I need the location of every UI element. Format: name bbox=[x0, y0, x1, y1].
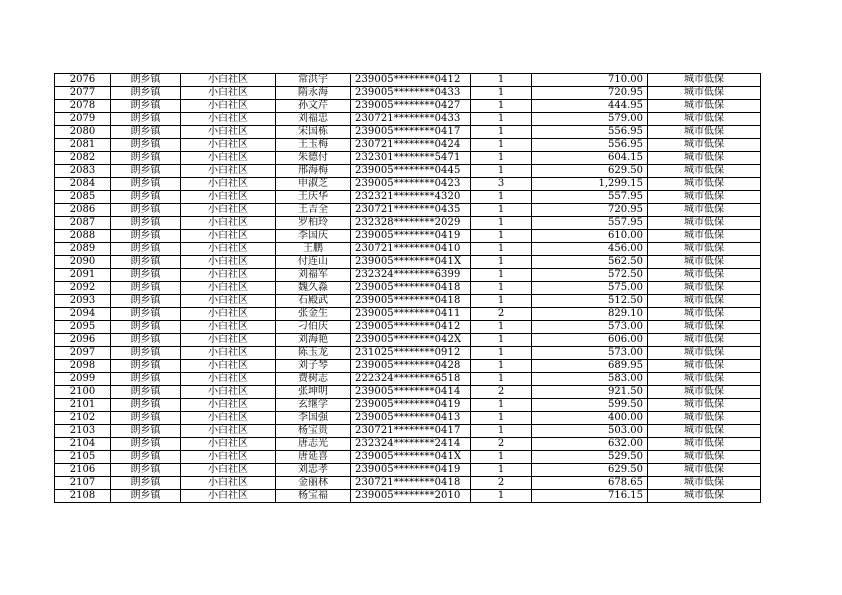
id-number-cell: 230721********0435 bbox=[351, 204, 471, 217]
id-number-cell: 230721********0424 bbox=[351, 139, 471, 152]
amount-cell: 720.95 bbox=[532, 87, 648, 100]
household-count-cell: 1 bbox=[471, 321, 532, 334]
benefit-type-cell: 城市低保 bbox=[648, 308, 761, 321]
community-cell: 小白社区 bbox=[181, 74, 276, 87]
table-row bbox=[55, 490, 761, 503]
amount-cell: 716.15 bbox=[532, 490, 648, 503]
community-cell: 小白社区 bbox=[181, 269, 276, 282]
table-row bbox=[55, 360, 761, 373]
table-row bbox=[55, 152, 761, 165]
table-row bbox=[55, 165, 761, 178]
household-count-cell: 1 bbox=[471, 464, 532, 477]
community-cell: 小白社区 bbox=[181, 243, 276, 256]
town-cell: 朗乡镇 bbox=[111, 165, 181, 178]
id-number-cell: 239005********0412 bbox=[351, 321, 471, 334]
town-cell: 朗乡镇 bbox=[111, 295, 181, 308]
id-number-cell: 239005********041X bbox=[351, 451, 471, 464]
benefit-type-cell: 城市低保 bbox=[648, 178, 761, 191]
town-cell: 朗乡镇 bbox=[111, 490, 181, 503]
community-cell: 小白社区 bbox=[181, 425, 276, 438]
household-count-cell: 1 bbox=[471, 412, 532, 425]
household-count-cell: 1 bbox=[471, 399, 532, 412]
household-count-cell: 1 bbox=[471, 126, 532, 139]
amount-cell: 720.95 bbox=[532, 204, 648, 217]
amount-cell: 710.00 bbox=[532, 74, 648, 87]
id-number-cell: 232324********2414 bbox=[351, 438, 471, 451]
table-row bbox=[55, 386, 761, 399]
row-number-cell: 2103 bbox=[55, 425, 111, 438]
town-cell: 朗乡镇 bbox=[111, 204, 181, 217]
id-number-cell: 239005********0419 bbox=[351, 464, 471, 477]
table-row bbox=[55, 87, 761, 100]
row-number-cell: 2083 bbox=[55, 165, 111, 178]
table-row bbox=[55, 139, 761, 152]
household-count-cell: 2 bbox=[471, 477, 532, 490]
row-number-cell: 2085 bbox=[55, 191, 111, 204]
name-cell: 刘忠孝 bbox=[276, 464, 351, 477]
town-cell: 朗乡镇 bbox=[111, 438, 181, 451]
household-count-cell: 1 bbox=[471, 269, 532, 282]
town-cell: 朗乡镇 bbox=[111, 113, 181, 126]
benefit-type-cell: 城市低保 bbox=[648, 100, 761, 113]
table-row bbox=[55, 412, 761, 425]
id-number-cell: 239005********0433 bbox=[351, 87, 471, 100]
name-cell: 张坤明 bbox=[276, 386, 351, 399]
town-cell: 朗乡镇 bbox=[111, 282, 181, 295]
amount-cell: 604.15 bbox=[532, 152, 648, 165]
table-row bbox=[55, 204, 761, 217]
table-row bbox=[55, 464, 761, 477]
benefit-type-cell: 城市低保 bbox=[648, 113, 761, 126]
amount-cell: 572.50 bbox=[532, 269, 648, 282]
town-cell: 朗乡镇 bbox=[111, 100, 181, 113]
amount-cell: 562.50 bbox=[532, 256, 648, 269]
household-count-cell: 1 bbox=[471, 360, 532, 373]
household-count-cell: 1 bbox=[471, 230, 532, 243]
benefit-type-cell: 城市低保 bbox=[648, 282, 761, 295]
name-cell: 张金生 bbox=[276, 308, 351, 321]
community-cell: 小白社区 bbox=[181, 295, 276, 308]
town-cell: 朗乡镇 bbox=[111, 152, 181, 165]
benefit-type-cell: 城市低保 bbox=[648, 438, 761, 451]
table-row bbox=[55, 282, 761, 295]
household-count-cell: 2 bbox=[471, 438, 532, 451]
household-count-cell: 2 bbox=[471, 386, 532, 399]
town-cell: 朗乡镇 bbox=[111, 321, 181, 334]
community-cell: 小白社区 bbox=[181, 139, 276, 152]
community-cell: 小白社区 bbox=[181, 321, 276, 334]
id-number-cell: 239005********041X bbox=[351, 256, 471, 269]
table-body bbox=[55, 74, 761, 503]
row-number-cell: 2082 bbox=[55, 152, 111, 165]
town-cell: 朗乡镇 bbox=[111, 451, 181, 464]
name-cell: 王鹏 bbox=[276, 243, 351, 256]
id-number-cell: 239005********0414 bbox=[351, 386, 471, 399]
community-cell: 小白社区 bbox=[181, 308, 276, 321]
table-row bbox=[55, 399, 761, 412]
name-cell: 唐志光 bbox=[276, 438, 351, 451]
benefit-type-cell: 城市低保 bbox=[648, 373, 761, 386]
id-number-cell: 239005********0419 bbox=[351, 230, 471, 243]
name-cell: 王玉梅 bbox=[276, 139, 351, 152]
amount-cell: 556.95 bbox=[532, 139, 648, 152]
row-number-cell: 2107 bbox=[55, 477, 111, 490]
name-cell: 王吉全 bbox=[276, 204, 351, 217]
id-number-cell: 232324********6399 bbox=[351, 269, 471, 282]
household-count-cell: 1 bbox=[471, 204, 532, 217]
town-cell: 朗乡镇 bbox=[111, 87, 181, 100]
table-row bbox=[55, 191, 761, 204]
amount-cell: 556.95 bbox=[532, 126, 648, 139]
community-cell: 小白社区 bbox=[181, 490, 276, 503]
id-number-cell: 239005********0418 bbox=[351, 282, 471, 295]
household-count-cell: 1 bbox=[471, 152, 532, 165]
community-cell: 小白社区 bbox=[181, 451, 276, 464]
row-number-cell: 2090 bbox=[55, 256, 111, 269]
id-number-cell: 239005********0423 bbox=[351, 178, 471, 191]
row-number-cell: 2101 bbox=[55, 399, 111, 412]
amount-cell: 529.50 bbox=[532, 451, 648, 464]
amount-cell: 689.95 bbox=[532, 360, 648, 373]
name-cell: 付连山 bbox=[276, 256, 351, 269]
row-number-cell: 2094 bbox=[55, 308, 111, 321]
id-number-cell: 222324********6518 bbox=[351, 373, 471, 386]
id-number-cell: 239005********0418 bbox=[351, 295, 471, 308]
row-number-cell: 2095 bbox=[55, 321, 111, 334]
table-row bbox=[55, 178, 761, 191]
community-cell: 小白社区 bbox=[181, 152, 276, 165]
community-cell: 小白社区 bbox=[181, 217, 276, 230]
table-row bbox=[55, 334, 761, 347]
name-cell: 隋永海 bbox=[276, 87, 351, 100]
amount-cell: 456.00 bbox=[532, 243, 648, 256]
community-cell: 小白社区 bbox=[181, 178, 276, 191]
row-number-cell: 2087 bbox=[55, 217, 111, 230]
household-count-cell: 1 bbox=[471, 282, 532, 295]
row-number-cell: 2092 bbox=[55, 282, 111, 295]
id-number-cell: 239005********0411 bbox=[351, 308, 471, 321]
name-cell: 杨宝贵 bbox=[276, 425, 351, 438]
household-count-cell: 1 bbox=[471, 451, 532, 464]
benefit-type-cell: 城市低保 bbox=[648, 386, 761, 399]
row-number-cell: 2098 bbox=[55, 360, 111, 373]
row-number-cell: 2080 bbox=[55, 126, 111, 139]
table-row bbox=[55, 217, 761, 230]
town-cell: 朗乡镇 bbox=[111, 256, 181, 269]
row-number-cell: 2093 bbox=[55, 295, 111, 308]
community-cell: 小白社区 bbox=[181, 256, 276, 269]
id-number-cell: 239005********2010 bbox=[351, 490, 471, 503]
town-cell: 朗乡镇 bbox=[111, 217, 181, 230]
id-number-cell: 239005********0428 bbox=[351, 360, 471, 373]
amount-cell: 573.00 bbox=[532, 321, 648, 334]
town-cell: 朗乡镇 bbox=[111, 360, 181, 373]
benefit-type-cell: 城市低保 bbox=[648, 477, 761, 490]
benefit-type-cell: 城市低保 bbox=[648, 360, 761, 373]
benefit-type-cell: 城市低保 bbox=[648, 334, 761, 347]
community-cell: 小白社区 bbox=[181, 87, 276, 100]
amount-cell: 629.50 bbox=[532, 165, 648, 178]
row-number-cell: 2108 bbox=[55, 490, 111, 503]
benefit-type-cell: 城市低保 bbox=[648, 451, 761, 464]
id-number-cell: 231025********0912 bbox=[351, 347, 471, 360]
table-row bbox=[55, 308, 761, 321]
id-number-cell: 232321********4320 bbox=[351, 191, 471, 204]
name-cell: 刘子琴 bbox=[276, 360, 351, 373]
row-number-cell: 2081 bbox=[55, 139, 111, 152]
name-cell: 刘海艳 bbox=[276, 334, 351, 347]
household-count-cell: 1 bbox=[471, 295, 532, 308]
name-cell: 杨宝福 bbox=[276, 490, 351, 503]
name-cell: 刘福忠 bbox=[276, 113, 351, 126]
community-cell: 小白社区 bbox=[181, 477, 276, 490]
household-count-cell: 1 bbox=[471, 347, 532, 360]
household-count-cell: 1 bbox=[471, 243, 532, 256]
amount-cell: 573.00 bbox=[532, 347, 648, 360]
town-cell: 朗乡镇 bbox=[111, 139, 181, 152]
table-row bbox=[55, 425, 761, 438]
data-table bbox=[54, 73, 761, 503]
household-count-cell: 1 bbox=[471, 373, 532, 386]
name-cell: 唐延喜 bbox=[276, 451, 351, 464]
household-count-cell: 1 bbox=[471, 334, 532, 347]
benefit-type-cell: 城市低保 bbox=[648, 74, 761, 87]
town-cell: 朗乡镇 bbox=[111, 464, 181, 477]
row-number-cell: 2104 bbox=[55, 438, 111, 451]
benefit-type-cell: 城市低保 bbox=[648, 126, 761, 139]
amount-cell: 610.00 bbox=[532, 230, 648, 243]
town-cell: 朗乡镇 bbox=[111, 243, 181, 256]
town-cell: 朗乡镇 bbox=[111, 477, 181, 490]
community-cell: 小白社区 bbox=[181, 191, 276, 204]
table-row bbox=[55, 243, 761, 256]
town-cell: 朗乡镇 bbox=[111, 74, 181, 87]
table-row bbox=[55, 438, 761, 451]
town-cell: 朗乡镇 bbox=[111, 347, 181, 360]
id-number-cell: 239005********042X bbox=[351, 334, 471, 347]
community-cell: 小白社区 bbox=[181, 412, 276, 425]
community-cell: 小白社区 bbox=[181, 399, 276, 412]
table-row bbox=[55, 347, 761, 360]
amount-cell: 557.95 bbox=[532, 191, 648, 204]
amount-cell: 599.50 bbox=[532, 399, 648, 412]
id-number-cell: 230721********0417 bbox=[351, 425, 471, 438]
household-count-cell: 1 bbox=[471, 425, 532, 438]
amount-cell: 829.10 bbox=[532, 308, 648, 321]
town-cell: 朗乡镇 bbox=[111, 399, 181, 412]
amount-cell: 1,299.15 bbox=[532, 178, 648, 191]
household-count-cell: 2 bbox=[471, 308, 532, 321]
id-number-cell: 239005********0427 bbox=[351, 100, 471, 113]
household-count-cell: 1 bbox=[471, 256, 532, 269]
name-cell: 孙文芹 bbox=[276, 100, 351, 113]
household-count-cell: 1 bbox=[471, 87, 532, 100]
household-count-cell: 3 bbox=[471, 178, 532, 191]
amount-cell: 512.50 bbox=[532, 295, 648, 308]
name-cell: 王庆华 bbox=[276, 191, 351, 204]
household-count-cell: 1 bbox=[471, 191, 532, 204]
town-cell: 朗乡镇 bbox=[111, 308, 181, 321]
table-row bbox=[55, 477, 761, 490]
table-row bbox=[55, 321, 761, 334]
id-number-cell: 239005********0412 bbox=[351, 74, 471, 87]
amount-cell: 557.95 bbox=[532, 217, 648, 230]
household-count-cell: 1 bbox=[471, 490, 532, 503]
name-cell: 魏久淼 bbox=[276, 282, 351, 295]
id-number-cell: 239005********0413 bbox=[351, 412, 471, 425]
row-number-cell: 2096 bbox=[55, 334, 111, 347]
benefit-type-cell: 城市低保 bbox=[648, 256, 761, 269]
amount-cell: 678.65 bbox=[532, 477, 648, 490]
id-number-cell: 230721********0433 bbox=[351, 113, 471, 126]
household-count-cell: 1 bbox=[471, 113, 532, 126]
community-cell: 小白社区 bbox=[181, 464, 276, 477]
town-cell: 朗乡镇 bbox=[111, 191, 181, 204]
benefit-type-cell: 城市低保 bbox=[648, 347, 761, 360]
table-row bbox=[55, 451, 761, 464]
row-number-cell: 2089 bbox=[55, 243, 111, 256]
community-cell: 小白社区 bbox=[181, 282, 276, 295]
household-count-cell: 1 bbox=[471, 165, 532, 178]
name-cell: 金丽林 bbox=[276, 477, 351, 490]
benefit-type-cell: 城市低保 bbox=[648, 295, 761, 308]
benefit-type-cell: 城市低保 bbox=[648, 152, 761, 165]
benefit-type-cell: 城市低保 bbox=[648, 165, 761, 178]
benefit-type-cell: 城市低保 bbox=[648, 425, 761, 438]
name-cell: 宋国栋 bbox=[276, 126, 351, 139]
row-number-cell: 2105 bbox=[55, 451, 111, 464]
amount-cell: 583.00 bbox=[532, 373, 648, 386]
row-number-cell: 2086 bbox=[55, 204, 111, 217]
name-cell: 费树志 bbox=[276, 373, 351, 386]
town-cell: 朗乡镇 bbox=[111, 178, 181, 191]
benefit-type-cell: 城市低保 bbox=[648, 490, 761, 503]
benefit-type-cell: 城市低保 bbox=[648, 399, 761, 412]
row-number-cell: 2106 bbox=[55, 464, 111, 477]
benefit-type-cell: 城市低保 bbox=[648, 204, 761, 217]
benefit-type-cell: 城市低保 bbox=[648, 412, 761, 425]
row-number-cell: 2099 bbox=[55, 373, 111, 386]
row-number-cell: 2088 bbox=[55, 230, 111, 243]
amount-cell: 579.00 bbox=[532, 113, 648, 126]
name-cell: 陈玉龙 bbox=[276, 347, 351, 360]
amount-cell: 629.50 bbox=[532, 464, 648, 477]
amount-cell: 400.00 bbox=[532, 412, 648, 425]
amount-cell: 503.00 bbox=[532, 425, 648, 438]
town-cell: 朗乡镇 bbox=[111, 425, 181, 438]
row-number-cell: 2076 bbox=[55, 74, 111, 87]
town-cell: 朗乡镇 bbox=[111, 334, 181, 347]
household-count-cell: 1 bbox=[471, 74, 532, 87]
row-number-cell: 2078 bbox=[55, 100, 111, 113]
name-cell: 申淑芝 bbox=[276, 178, 351, 191]
community-cell: 小白社区 bbox=[181, 386, 276, 399]
name-cell: 石殿武 bbox=[276, 295, 351, 308]
row-number-cell: 2077 bbox=[55, 87, 111, 100]
name-cell: 李国强 bbox=[276, 412, 351, 425]
row-number-cell: 2091 bbox=[55, 269, 111, 282]
household-count-cell: 1 bbox=[471, 100, 532, 113]
table-row bbox=[55, 113, 761, 126]
id-number-cell: 239005********0419 bbox=[351, 399, 471, 412]
row-number-cell: 2100 bbox=[55, 386, 111, 399]
table-row bbox=[55, 100, 761, 113]
benefit-type-cell: 城市低保 bbox=[648, 269, 761, 282]
id-number-cell: 239005********0417 bbox=[351, 126, 471, 139]
community-cell: 小白社区 bbox=[181, 113, 276, 126]
benefit-type-cell: 城市低保 bbox=[648, 217, 761, 230]
name-cell: 李国庆 bbox=[276, 230, 351, 243]
amount-cell: 921.50 bbox=[532, 386, 648, 399]
table-row bbox=[55, 373, 761, 386]
row-number-cell: 2102 bbox=[55, 412, 111, 425]
town-cell: 朗乡镇 bbox=[111, 269, 181, 282]
amount-cell: 606.00 bbox=[532, 334, 648, 347]
community-cell: 小白社区 bbox=[181, 100, 276, 113]
name-cell: 罗柏玲 bbox=[276, 217, 351, 230]
community-cell: 小白社区 bbox=[181, 204, 276, 217]
benefit-type-cell: 城市低保 bbox=[648, 230, 761, 243]
benefit-type-cell: 城市低保 bbox=[648, 464, 761, 477]
benefit-type-cell: 城市低保 bbox=[648, 87, 761, 100]
id-number-cell: 239005********0445 bbox=[351, 165, 471, 178]
table-row bbox=[55, 269, 761, 282]
name-cell: 刘福军 bbox=[276, 269, 351, 282]
household-count-cell: 1 bbox=[471, 217, 532, 230]
community-cell: 小白社区 bbox=[181, 126, 276, 139]
name-cell: 邢海梅 bbox=[276, 165, 351, 178]
amount-cell: 632.00 bbox=[532, 438, 648, 451]
name-cell: 刁伯庆 bbox=[276, 321, 351, 334]
id-number-cell: 230721********0410 bbox=[351, 243, 471, 256]
town-cell: 朗乡镇 bbox=[111, 373, 181, 386]
community-cell: 小白社区 bbox=[181, 230, 276, 243]
community-cell: 小白社区 bbox=[181, 373, 276, 386]
name-cell: 玄继学 bbox=[276, 399, 351, 412]
id-number-cell: 232328********2029 bbox=[351, 217, 471, 230]
community-cell: 小白社区 bbox=[181, 438, 276, 451]
amount-cell: 575.00 bbox=[532, 282, 648, 295]
community-cell: 小白社区 bbox=[181, 347, 276, 360]
row-number-cell: 2097 bbox=[55, 347, 111, 360]
town-cell: 朗乡镇 bbox=[111, 126, 181, 139]
amount-cell: 444.95 bbox=[532, 100, 648, 113]
table-row bbox=[55, 74, 761, 87]
id-number-cell: 230721********0418 bbox=[351, 477, 471, 490]
community-cell: 小白社区 bbox=[181, 360, 276, 373]
table-row bbox=[55, 126, 761, 139]
table-row bbox=[55, 230, 761, 243]
id-number-cell: 232301********5471 bbox=[351, 152, 471, 165]
town-cell: 朗乡镇 bbox=[111, 412, 181, 425]
household-count-cell: 1 bbox=[471, 139, 532, 152]
table-row bbox=[55, 295, 761, 308]
name-cell: 常洪宇 bbox=[276, 74, 351, 87]
benefit-type-cell: 城市低保 bbox=[648, 321, 761, 334]
community-cell: 小白社区 bbox=[181, 165, 276, 178]
benefit-type-cell: 城市低保 bbox=[648, 191, 761, 204]
row-number-cell: 2084 bbox=[55, 178, 111, 191]
town-cell: 朗乡镇 bbox=[111, 230, 181, 243]
town-cell: 朗乡镇 bbox=[111, 386, 181, 399]
community-cell: 小白社区 bbox=[181, 334, 276, 347]
table-row bbox=[55, 256, 761, 269]
name-cell: 朱德付 bbox=[276, 152, 351, 165]
row-number-cell: 2079 bbox=[55, 113, 111, 126]
benefit-type-cell: 城市低保 bbox=[648, 243, 761, 256]
benefit-type-cell: 城市低保 bbox=[648, 139, 761, 152]
